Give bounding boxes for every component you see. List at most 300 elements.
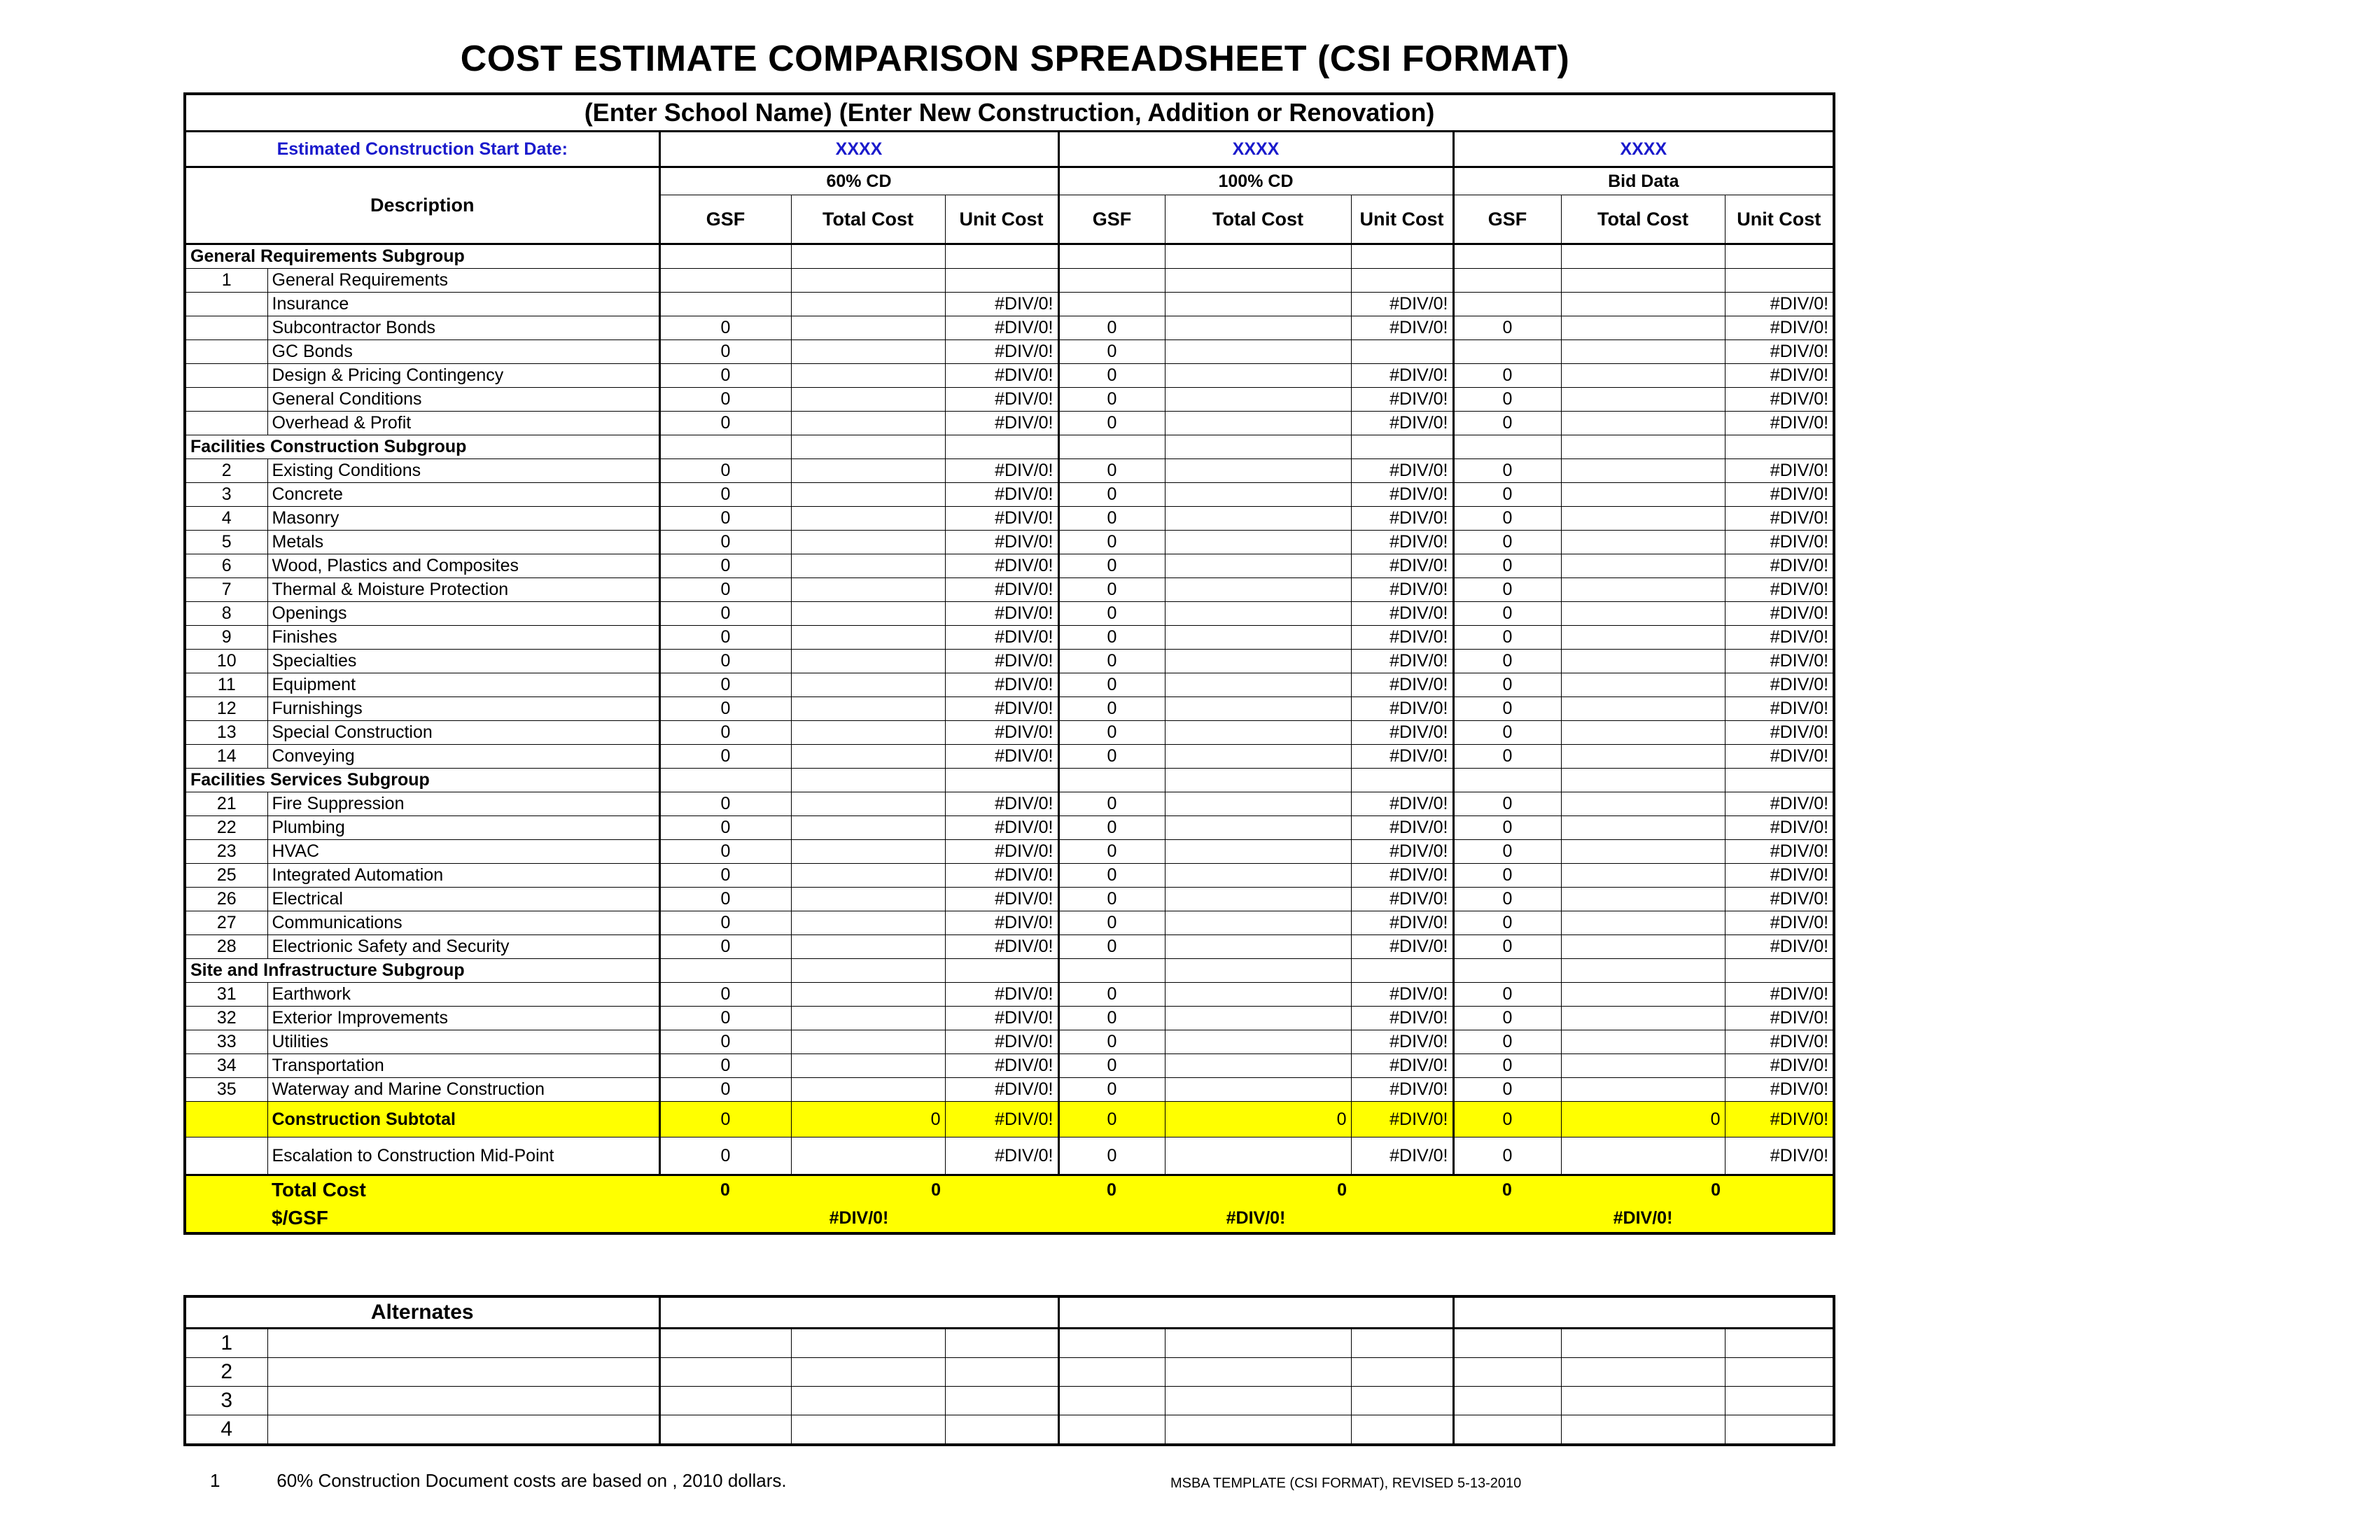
- unit-cost-cell[interactable]: #DIV/0!: [945, 911, 1058, 935]
- gsf-cell[interactable]: 0: [1058, 483, 1165, 507]
- total-cost-cell[interactable]: [1561, 507, 1725, 531]
- unit-cost-cell[interactable]: #DIV/0!: [1725, 412, 1834, 435]
- total-cost-cell[interactable]: [1561, 1007, 1725, 1030]
- total-cost-cell[interactable]: [1165, 483, 1351, 507]
- total-cost-cell[interactable]: [1561, 697, 1725, 721]
- alternate-value-cell[interactable]: [791, 1358, 945, 1387]
- alternate-value-cell[interactable]: [1725, 1415, 1834, 1446]
- unit-cost-cell[interactable]: #DIV/0!: [1351, 412, 1453, 435]
- gsf-cell[interactable]: [1058, 769, 1165, 792]
- alternate-description-cell[interactable]: [267, 1358, 659, 1387]
- total-cost-cell[interactable]: [1165, 864, 1351, 888]
- gsf-cell[interactable]: 0: [1058, 745, 1165, 769]
- gsf-cell[interactable]: 0: [1453, 554, 1561, 578]
- total-cost-cell[interactable]: [1165, 316, 1351, 340]
- total-cost-cell[interactable]: [791, 483, 945, 507]
- unit-cost-cell[interactable]: #DIV/0!: [1725, 697, 1834, 721]
- total-cost-cell[interactable]: [791, 792, 945, 816]
- total-cost-cell[interactable]: [1165, 244, 1351, 269]
- alternate-value-cell[interactable]: [1453, 1358, 1561, 1387]
- unit-cost-cell[interactable]: #DIV/0!: [1351, 531, 1453, 554]
- total-cost-cell[interactable]: [1561, 626, 1725, 650]
- unit-cost-cell[interactable]: #DIV/0!: [1725, 602, 1834, 626]
- total-cost-cell[interactable]: [1561, 269, 1725, 293]
- gsf-cell[interactable]: 0: [659, 602, 791, 626]
- unit-cost-cell[interactable]: #DIV/0!: [945, 983, 1058, 1007]
- total-cost-cell[interactable]: [791, 840, 945, 864]
- gsf-cell[interactable]: 0: [1058, 531, 1165, 554]
- gsf-cell[interactable]: 0: [659, 578, 791, 602]
- alternate-value-cell[interactable]: [791, 1415, 945, 1446]
- alternate-value-cell[interactable]: [1058, 1358, 1165, 1387]
- unit-cost-cell[interactable]: #DIV/0!: [1725, 864, 1834, 888]
- gsf-cell[interactable]: 0: [659, 697, 791, 721]
- unit-cost-cell[interactable]: #DIV/0!: [1351, 459, 1453, 483]
- unit-cost-cell[interactable]: #DIV/0!: [945, 864, 1058, 888]
- alternate-value-cell[interactable]: [1561, 1329, 1725, 1358]
- unit-cost-cell[interactable]: #DIV/0!: [945, 1078, 1058, 1102]
- gsf-cell[interactable]: [1058, 269, 1165, 293]
- unit-cost-cell[interactable]: #DIV/0!: [1725, 626, 1834, 650]
- total-cost-cell[interactable]: [1165, 578, 1351, 602]
- total-cost-cell[interactable]: [1561, 483, 1725, 507]
- gsf-cell[interactable]: 0: [1058, 340, 1165, 364]
- alternate-value-cell[interactable]: [1561, 1358, 1725, 1387]
- total-cost-cell[interactable]: [1165, 626, 1351, 650]
- unit-cost-cell[interactable]: #DIV/0!: [945, 459, 1058, 483]
- total-cost-cell[interactable]: [1561, 911, 1725, 935]
- total-cost-cell[interactable]: [791, 769, 945, 792]
- gsf-cell[interactable]: 0: [659, 554, 791, 578]
- unit-cost-cell[interactable]: #DIV/0!: [945, 483, 1058, 507]
- gsf-cell[interactable]: 0: [1453, 1078, 1561, 1102]
- total-cost-cell[interactable]: [1561, 435, 1725, 459]
- unit-cost-cell[interactable]: [945, 769, 1058, 792]
- unit-cost-cell[interactable]: #DIV/0!: [1351, 554, 1453, 578]
- gsf-cell[interactable]: 0: [659, 745, 791, 769]
- total-cost-cell[interactable]: [791, 507, 945, 531]
- gsf-cell[interactable]: 0: [1058, 1030, 1165, 1054]
- gsf-cell[interactable]: 0: [1453, 888, 1561, 911]
- total-cost-cell[interactable]: [791, 816, 945, 840]
- gsf-cell[interactable]: 0: [1453, 602, 1561, 626]
- unit-cost-cell[interactable]: #DIV/0!: [945, 1054, 1058, 1078]
- unit-cost-cell[interactable]: #DIV/0!: [945, 840, 1058, 864]
- total-cost-cell[interactable]: [1561, 293, 1725, 316]
- gsf-cell[interactable]: 0: [659, 412, 791, 435]
- total-cost-cell[interactable]: [1165, 602, 1351, 626]
- gsf-cell[interactable]: 0: [1453, 816, 1561, 840]
- total-cost-cell[interactable]: [791, 959, 945, 983]
- gsf-cell[interactable]: 0: [659, 888, 791, 911]
- unit-cost-cell[interactable]: #DIV/0!: [1725, 650, 1834, 673]
- unit-cost-cell[interactable]: #DIV/0!: [945, 602, 1058, 626]
- unit-cost-cell[interactable]: #DIV/0!: [1725, 911, 1834, 935]
- total-cost-cell[interactable]: [791, 1138, 945, 1175]
- alternate-value-cell[interactable]: [659, 1329, 791, 1358]
- alternate-value-cell[interactable]: [1725, 1329, 1834, 1358]
- unit-cost-cell[interactable]: #DIV/0!: [945, 1007, 1058, 1030]
- gsf-cell[interactable]: 0: [1453, 745, 1561, 769]
- gsf-cell[interactable]: 0: [1453, 840, 1561, 864]
- total-cost-cell[interactable]: [791, 673, 945, 697]
- alternate-value-cell[interactable]: [1351, 1387, 1453, 1415]
- unit-cost-cell[interactable]: #DIV/0!: [1351, 316, 1453, 340]
- gsf-cell[interactable]: 0: [659, 483, 791, 507]
- gsf-cell[interactable]: 0: [1058, 459, 1165, 483]
- total-cost-cell[interactable]: [1165, 673, 1351, 697]
- total-cost-cell[interactable]: [1165, 531, 1351, 554]
- total-cost-cell[interactable]: [791, 435, 945, 459]
- gsf-cell[interactable]: [1453, 269, 1561, 293]
- unit-cost-cell[interactable]: #DIV/0!: [1351, 507, 1453, 531]
- gsf-cell[interactable]: 0: [1058, 507, 1165, 531]
- total-cost-cell[interactable]: [791, 1078, 945, 1102]
- unit-cost-cell[interactable]: #DIV/0!: [1351, 721, 1453, 745]
- gsf-cell[interactable]: [659, 244, 791, 269]
- gsf-cell[interactable]: 0: [1058, 650, 1165, 673]
- gsf-cell[interactable]: [659, 293, 791, 316]
- total-cost-cell[interactable]: [791, 459, 945, 483]
- unit-cost-cell[interactable]: #DIV/0!: [945, 816, 1058, 840]
- total-cost-cell[interactable]: [1561, 1078, 1725, 1102]
- gsf-cell[interactable]: 0: [1058, 364, 1165, 388]
- total-cost-cell[interactable]: [791, 626, 945, 650]
- gsf-cell[interactable]: [659, 269, 791, 293]
- alternate-value-cell[interactable]: [1058, 1329, 1165, 1358]
- unit-cost-cell[interactable]: [1351, 435, 1453, 459]
- alternate-value-cell[interactable]: [659, 1415, 791, 1446]
- gsf-cell[interactable]: 0: [1058, 983, 1165, 1007]
- alternate-value-cell[interactable]: [945, 1358, 1058, 1387]
- unit-cost-cell[interactable]: [1725, 959, 1834, 983]
- alternate-value-cell[interactable]: [1453, 1415, 1561, 1446]
- unit-cost-cell[interactable]: #DIV/0!: [945, 293, 1058, 316]
- gsf-cell[interactable]: [1453, 340, 1561, 364]
- gsf-cell[interactable]: 0: [1058, 721, 1165, 745]
- gsf-cell[interactable]: [1453, 244, 1561, 269]
- total-cost-cell[interactable]: [791, 554, 945, 578]
- unit-cost-cell[interactable]: #DIV/0!: [1351, 388, 1453, 412]
- unit-cost-cell[interactable]: #DIV/0!: [945, 507, 1058, 531]
- alternate-value-cell[interactable]: [659, 1358, 791, 1387]
- alternate-value-cell[interactable]: [1165, 1387, 1351, 1415]
- alternates-phase-cell[interactable]: [1058, 1296, 1453, 1329]
- unit-cost-cell[interactable]: #DIV/0!: [1351, 650, 1453, 673]
- total-cost-cell[interactable]: [1561, 959, 1725, 983]
- unit-cost-cell[interactable]: #DIV/0!: [1351, 840, 1453, 864]
- gsf-cell[interactable]: [1453, 293, 1561, 316]
- unit-cost-cell[interactable]: #DIV/0!: [1351, 888, 1453, 911]
- alternate-value-cell[interactable]: [1725, 1387, 1834, 1415]
- total-cost-cell[interactable]: [791, 1007, 945, 1030]
- unit-cost-cell[interactable]: #DIV/0!: [1725, 1078, 1834, 1102]
- gsf-cell[interactable]: 0: [659, 864, 791, 888]
- unit-cost-cell[interactable]: #DIV/0!: [945, 888, 1058, 911]
- total-cost-cell[interactable]: [791, 911, 945, 935]
- gsf-cell[interactable]: 0: [1453, 1007, 1561, 1030]
- total-cost-cell[interactable]: [1165, 364, 1351, 388]
- total-cost-cell[interactable]: [1165, 888, 1351, 911]
- unit-cost-cell[interactable]: #DIV/0!: [1725, 507, 1834, 531]
- gsf-cell[interactable]: 0: [659, 1138, 791, 1175]
- alternate-value-cell[interactable]: [1351, 1329, 1453, 1358]
- total-cost-cell[interactable]: [1165, 1030, 1351, 1054]
- alternate-value-cell[interactable]: [945, 1415, 1058, 1446]
- unit-cost-cell[interactable]: #DIV/0!: [1351, 1030, 1453, 1054]
- unit-cost-cell[interactable]: #DIV/0!: [1351, 864, 1453, 888]
- gsf-cell[interactable]: 0: [1453, 531, 1561, 554]
- total-cost-cell[interactable]: [1561, 340, 1725, 364]
- total-cost-cell[interactable]: [1561, 578, 1725, 602]
- total-cost-cell[interactable]: [1561, 840, 1725, 864]
- unit-cost-cell[interactable]: #DIV/0!: [945, 554, 1058, 578]
- unit-cost-cell[interactable]: #DIV/0!: [945, 673, 1058, 697]
- total-cost-cell[interactable]: [1165, 412, 1351, 435]
- total-cost-cell[interactable]: [1561, 769, 1725, 792]
- unit-cost-cell[interactable]: #DIV/0!: [1725, 935, 1834, 959]
- gsf-cell[interactable]: [1058, 293, 1165, 316]
- gsf-cell[interactable]: 0: [659, 626, 791, 650]
- gsf-cell[interactable]: 0: [659, 1078, 791, 1102]
- gsf-cell[interactable]: 0: [659, 911, 791, 935]
- gsf-cell[interactable]: 0: [659, 673, 791, 697]
- gsf-cell[interactable]: 0: [1453, 316, 1561, 340]
- total-cost-cell[interactable]: [1561, 1138, 1725, 1175]
- gsf-cell[interactable]: [1453, 435, 1561, 459]
- total-cost-cell[interactable]: [791, 935, 945, 959]
- unit-cost-cell[interactable]: #DIV/0!: [1351, 293, 1453, 316]
- alternate-value-cell[interactable]: [1351, 1358, 1453, 1387]
- gsf-cell[interactable]: 0: [1453, 911, 1561, 935]
- total-cost-cell[interactable]: [1561, 888, 1725, 911]
- unit-cost-cell[interactable]: #DIV/0!: [1725, 1138, 1834, 1175]
- unit-cost-cell[interactable]: #DIV/0!: [1725, 888, 1834, 911]
- unit-cost-cell[interactable]: #DIV/0!: [1351, 935, 1453, 959]
- unit-cost-cell[interactable]: #DIV/0!: [1725, 983, 1834, 1007]
- unit-cost-cell[interactable]: #DIV/0!: [1725, 483, 1834, 507]
- gsf-cell[interactable]: 0: [1058, 840, 1165, 864]
- alternate-value-cell[interactable]: [945, 1387, 1058, 1415]
- total-cost-cell[interactable]: [1165, 388, 1351, 412]
- unit-cost-cell[interactable]: #DIV/0!: [945, 1030, 1058, 1054]
- unit-cost-cell[interactable]: #DIV/0!: [1725, 554, 1834, 578]
- alternate-description-cell[interactable]: [267, 1415, 659, 1446]
- total-cost-cell[interactable]: [1165, 269, 1351, 293]
- alternate-value-cell[interactable]: [1453, 1329, 1561, 1358]
- total-cost-cell[interactable]: [1165, 697, 1351, 721]
- total-cost-cell[interactable]: [791, 888, 945, 911]
- unit-cost-cell[interactable]: [1351, 959, 1453, 983]
- gsf-cell[interactable]: 0: [659, 650, 791, 673]
- alternate-description-cell[interactable]: [267, 1387, 659, 1415]
- total-cost-cell[interactable]: [1165, 507, 1351, 531]
- gsf-cell[interactable]: 0: [1453, 697, 1561, 721]
- gsf-cell[interactable]: 0: [1453, 459, 1561, 483]
- gsf-cell[interactable]: [1058, 244, 1165, 269]
- alternate-value-cell[interactable]: [1453, 1387, 1561, 1415]
- unit-cost-cell[interactable]: #DIV/0!: [1351, 364, 1453, 388]
- unit-cost-cell[interactable]: #DIV/0!: [1725, 316, 1834, 340]
- unit-cost-cell[interactable]: #DIV/0!: [1725, 364, 1834, 388]
- unit-cost-cell[interactable]: #DIV/0!: [1351, 1138, 1453, 1175]
- unit-cost-cell[interactable]: #DIV/0!: [945, 578, 1058, 602]
- total-cost-cell[interactable]: [1561, 792, 1725, 816]
- unit-cost-cell[interactable]: #DIV/0!: [945, 388, 1058, 412]
- gsf-cell[interactable]: 0: [659, 816, 791, 840]
- unit-cost-cell[interactable]: [1725, 269, 1834, 293]
- gsf-cell[interactable]: 0: [1058, 602, 1165, 626]
- unit-cost-cell[interactable]: #DIV/0!: [1351, 673, 1453, 697]
- phase-date-bid[interactable]: XXXX: [1453, 132, 1834, 167]
- gsf-cell[interactable]: 0: [1058, 578, 1165, 602]
- gsf-cell[interactable]: 0: [1058, 626, 1165, 650]
- unit-cost-cell[interactable]: [1351, 769, 1453, 792]
- alternate-value-cell[interactable]: [659, 1387, 791, 1415]
- gsf-cell[interactable]: 0: [659, 721, 791, 745]
- gsf-cell[interactable]: 0: [1453, 1054, 1561, 1078]
- total-cost-cell[interactable]: [1561, 1054, 1725, 1078]
- unit-cost-cell[interactable]: #DIV/0!: [945, 792, 1058, 816]
- total-cost-cell[interactable]: [1165, 650, 1351, 673]
- gsf-cell[interactable]: 0: [1453, 578, 1561, 602]
- total-cost-cell[interactable]: [791, 364, 945, 388]
- total-cost-cell[interactable]: [1561, 364, 1725, 388]
- alternate-value-cell[interactable]: [791, 1329, 945, 1358]
- unit-cost-cell[interactable]: [1725, 769, 1834, 792]
- gsf-cell[interactable]: 0: [1453, 626, 1561, 650]
- gsf-cell[interactable]: 0: [1453, 1030, 1561, 1054]
- total-cost-cell[interactable]: [791, 244, 945, 269]
- gsf-cell[interactable]: 0: [1058, 816, 1165, 840]
- total-cost-cell[interactable]: [791, 1030, 945, 1054]
- gsf-cell[interactable]: 0: [659, 459, 791, 483]
- unit-cost-cell[interactable]: #DIV/0!: [1725, 745, 1834, 769]
- alternates-phase-cell[interactable]: [1453, 1296, 1834, 1329]
- gsf-cell[interactable]: 0: [659, 388, 791, 412]
- total-cost-cell[interactable]: [1165, 340, 1351, 364]
- unit-cost-cell[interactable]: #DIV/0!: [945, 1138, 1058, 1175]
- unit-cost-cell[interactable]: #DIV/0!: [1351, 602, 1453, 626]
- total-cost-cell[interactable]: [791, 293, 945, 316]
- total-cost-cell[interactable]: [1561, 602, 1725, 626]
- gsf-cell[interactable]: 0: [1058, 864, 1165, 888]
- total-cost-cell[interactable]: [1165, 935, 1351, 959]
- total-cost-cell[interactable]: [791, 864, 945, 888]
- total-cost-cell[interactable]: [1561, 673, 1725, 697]
- unit-cost-cell[interactable]: #DIV/0!: [945, 340, 1058, 364]
- alternate-value-cell[interactable]: [791, 1387, 945, 1415]
- unit-cost-cell[interactable]: #DIV/0!: [1351, 483, 1453, 507]
- total-cost-cell[interactable]: [1561, 554, 1725, 578]
- total-cost-cell[interactable]: [1165, 1054, 1351, 1078]
- unit-cost-cell[interactable]: #DIV/0!: [1725, 1030, 1834, 1054]
- gsf-cell[interactable]: 0: [1058, 1138, 1165, 1175]
- gsf-cell[interactable]: 0: [659, 1054, 791, 1078]
- unit-cost-cell[interactable]: #DIV/0!: [1725, 840, 1834, 864]
- unit-cost-cell[interactable]: [1725, 244, 1834, 269]
- total-cost-cell[interactable]: [1165, 911, 1351, 935]
- unit-cost-cell[interactable]: [1725, 435, 1834, 459]
- gsf-cell[interactable]: 0: [1058, 697, 1165, 721]
- total-cost-cell[interactable]: [791, 697, 945, 721]
- total-cost-cell[interactable]: [1561, 745, 1725, 769]
- gsf-cell[interactable]: [1058, 435, 1165, 459]
- alternates-phase-cell[interactable]: [659, 1296, 1058, 1329]
- unit-cost-cell[interactable]: #DIV/0!: [1725, 816, 1834, 840]
- total-cost-cell[interactable]: [1561, 459, 1725, 483]
- total-cost-cell[interactable]: [1561, 864, 1725, 888]
- alternate-value-cell[interactable]: [945, 1329, 1058, 1358]
- alternate-value-cell[interactable]: [1561, 1415, 1725, 1446]
- gsf-cell[interactable]: 0: [1058, 935, 1165, 959]
- alternate-value-cell[interactable]: [1165, 1358, 1351, 1387]
- total-cost-cell[interactable]: [791, 602, 945, 626]
- unit-cost-cell[interactable]: #DIV/0!: [1725, 792, 1834, 816]
- unit-cost-cell[interactable]: #DIV/0!: [1351, 816, 1453, 840]
- unit-cost-cell[interactable]: #DIV/0!: [945, 650, 1058, 673]
- school-name-line[interactable]: (Enter School Name) (Enter New Construction, Addition or Renovation): [185, 94, 1834, 132]
- alternate-value-cell[interactable]: [1058, 1387, 1165, 1415]
- unit-cost-cell[interactable]: #DIV/0!: [1351, 1054, 1453, 1078]
- total-cost-cell[interactable]: [1165, 840, 1351, 864]
- total-cost-cell[interactable]: [1165, 792, 1351, 816]
- unit-cost-cell[interactable]: #DIV/0!: [1725, 721, 1834, 745]
- total-cost-cell[interactable]: [1165, 554, 1351, 578]
- total-cost-cell[interactable]: [1165, 1007, 1351, 1030]
- gsf-cell[interactable]: 0: [659, 792, 791, 816]
- unit-cost-cell[interactable]: #DIV/0!: [1351, 626, 1453, 650]
- gsf-cell[interactable]: 0: [1453, 864, 1561, 888]
- gsf-cell[interactable]: 0: [1058, 888, 1165, 911]
- total-cost-cell[interactable]: [1561, 388, 1725, 412]
- total-cost-cell[interactable]: [791, 531, 945, 554]
- alternate-value-cell[interactable]: [1561, 1387, 1725, 1415]
- gsf-cell[interactable]: 0: [659, 507, 791, 531]
- unit-cost-cell[interactable]: #DIV/0!: [1351, 1078, 1453, 1102]
- total-cost-cell[interactable]: [791, 316, 945, 340]
- gsf-cell[interactable]: 0: [1453, 673, 1561, 697]
- gsf-cell[interactable]: 0: [659, 840, 791, 864]
- total-cost-cell[interactable]: [791, 388, 945, 412]
- unit-cost-cell[interactable]: #DIV/0!: [945, 626, 1058, 650]
- gsf-cell[interactable]: [1453, 959, 1561, 983]
- gsf-cell[interactable]: 0: [1453, 507, 1561, 531]
- gsf-cell[interactable]: 0: [659, 340, 791, 364]
- gsf-cell[interactable]: 0: [1453, 483, 1561, 507]
- alternate-description-cell[interactable]: [267, 1329, 659, 1358]
- gsf-cell[interactable]: 0: [1453, 650, 1561, 673]
- unit-cost-cell[interactable]: [1351, 244, 1453, 269]
- total-cost-cell[interactable]: [1561, 244, 1725, 269]
- unit-cost-cell[interactable]: #DIV/0!: [945, 531, 1058, 554]
- gsf-cell[interactable]: 0: [659, 1030, 791, 1054]
- unit-cost-cell[interactable]: #DIV/0!: [945, 364, 1058, 388]
- total-cost-cell[interactable]: [791, 269, 945, 293]
- alternate-value-cell[interactable]: [1165, 1329, 1351, 1358]
- unit-cost-cell[interactable]: [945, 244, 1058, 269]
- unit-cost-cell[interactable]: #DIV/0!: [1725, 388, 1834, 412]
- unit-cost-cell[interactable]: #DIV/0!: [1725, 459, 1834, 483]
- total-cost-cell[interactable]: [1165, 1078, 1351, 1102]
- total-cost-cell[interactable]: [1561, 412, 1725, 435]
- gsf-cell[interactable]: 0: [1058, 792, 1165, 816]
- unit-cost-cell[interactable]: #DIV/0!: [1351, 911, 1453, 935]
- gsf-cell[interactable]: 0: [1453, 412, 1561, 435]
- total-cost-cell[interactable]: [791, 983, 945, 1007]
- unit-cost-cell[interactable]: #DIV/0!: [1725, 1007, 1834, 1030]
- gsf-cell[interactable]: 0: [1453, 721, 1561, 745]
